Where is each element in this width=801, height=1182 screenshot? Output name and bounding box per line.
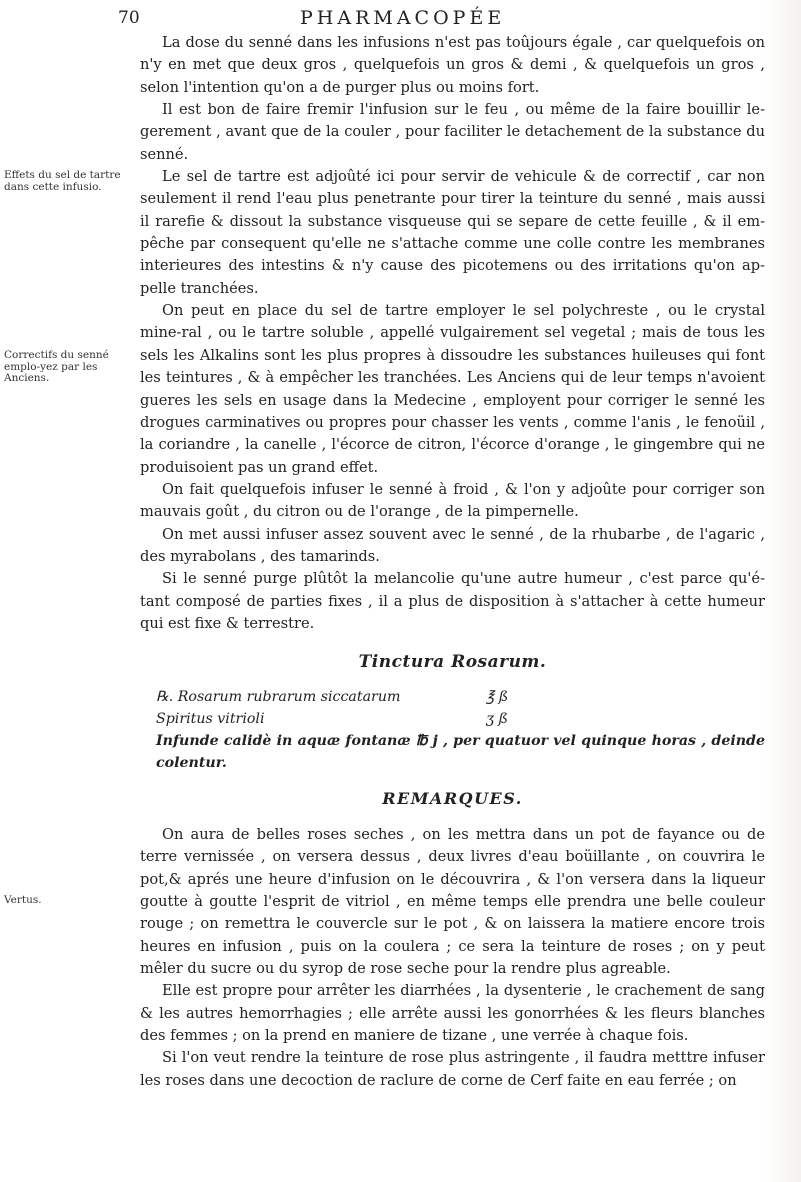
running-title: PHARMACOPÉE	[300, 7, 506, 29]
paragraph: On aura de belles roses seches , on les mettra dans un pot de fayance ou de terre vernissée , on versera dessus , deux livres d'eau boüillante , on couvrira le pot,& aprés une heure d'infusion on le découvrira , & l'on versera dans la liqueur goutte à goutte l'esprit de vitriol , en même temps elle prendra une belle couleur rouge ; on remettra le couvercle sur le pot , & on laissera la matiere encore trois heures en infusion , puis on la coulera ; ce sera la teinture de roses ; on y peut mêler du sucre ou du syrop de rose seche pour la rendre plus agreable.	[140, 825, 765, 978]
paragraph: On fait quelquefois infuser le senné à froid , & l'on y adjoûte pour corriger son mauvais goût , du citron ou de l'orange , de la pimpernelle.	[140, 480, 765, 521]
paragraph: Elle est propre pour arrêter les diarrhées , la dysenterie , le crachement de sang & les autres hemorrhagies ; elle arrête aussi les gonorrhées & les fleurs blanches des femmes ; on la prend en maniere de tizane , une verrée à chaque fois.	[140, 982, 765, 1045]
remarques-heading: REMARQUES.	[382, 788, 523, 808]
paragraph: Le sel de tartre est adjoûté ici pour servir de vehicule & de correctif , car non seulement il rend l'eau plus penetrante pour tirer la teinture du senné , mais aussi il rarefie & dissout la substance visqueuse qui se separe de cette feuille , & il em-pêche par consequent qu'elle ne s'attache comme une colle contre les membranes interieures des intestins & n'y cause des picotemens ou des irritations qu'on ap-pelle tranchées.	[140, 168, 765, 297]
recipe-ingredient	[156, 686, 765, 708]
recipe-block	[140, 686, 765, 774]
paragraph: Il est bon de faire fremir l'infusion sur le feu , ou même de la faire bouillir le-gerement , avant que de la couler , pour faciliter le detachement de la substance du senné.	[140, 101, 765, 163]
ingredient-name: Spiritus vitrioli	[156, 710, 265, 727]
ingredient-name: Rosarum rubrarum siccatarum	[177, 688, 401, 705]
paragraph: On met aussi infuser assez souvent avec le senné , de la rhubarbe , de l'agaric , des myrabolans , des tamarinds.	[140, 525, 765, 565]
page-number: 70	[118, 8, 140, 28]
recipe-title: Tinctura Rosarum.	[358, 652, 547, 673]
ingredient-quantity: ʒ ß	[486, 710, 508, 727]
rx-symbol: ℞.	[156, 688, 174, 705]
main-text	[140, 32, 765, 1092]
ingredient-quantity: ℥ ß	[486, 688, 509, 705]
margin-note-vertus: Vertus.	[4, 894, 42, 906]
paragraph: On peut en place du sel de tartre employer le sel polychreste , ou le crystal mine-ral , ou le tartre soluble , appellé vulgairement sel vegetal ; mais de tous les sels les Alkalins sont les plus propres à dissoudre les substances huileuses qui font les teintures , & à empêcher les tranchées. Les Anciens qui de leur temps n'avoient gueres les sels en usage dans la Medecine , employent pour corriger le senné les drogues carminatives ou propres pour chasser les vents , comme l'anis , le fenoüil , la coriandre , la canelle , l'écorce de citron, l'écorce d'orange , le gingembre qui ne produisoient pas un grand effet.	[140, 302, 765, 476]
page-header	[0, 8, 801, 34]
recipe-instruction: Infunde calidè in aquæ fontanæ ℔ j , per quatuor vel quinque horas , deinde colentur.	[156, 732, 765, 771]
recipe-ingredient	[156, 708, 765, 730]
paragraph: Si le senné purge plûtôt la melancolie qu'une autre humeur , c'est parce qu'é-tant composé de parties fixes , il a plus de disposition à s'attacher à cette humeur qui est fixe & terrestre.	[140, 570, 765, 632]
margin-note-effets: Effets du sel de tartre dans cette infusio.	[4, 169, 121, 193]
margin-note-correctifs: Correctifs du senné emplo-yez par les Anciens.	[4, 349, 109, 384]
paragraph: La dose du senné dans les infusions n'est pas toûjours égale , car quelquefois on n'y en met que deux gros , quelquefois un gros & demi , & quelquefois un gros , selon l'intention qu'on a de purger plus ou moins fort.	[140, 34, 765, 96]
paragraph: Si l'on veut rendre la teinture de rose plus astringente , il faudra metttre infuser les roses dans une decoction de raclure de corne de Cerf faite en eau ferrée ; on	[140, 1049, 765, 1089]
page-edge-shadow	[765, 0, 801, 1182]
